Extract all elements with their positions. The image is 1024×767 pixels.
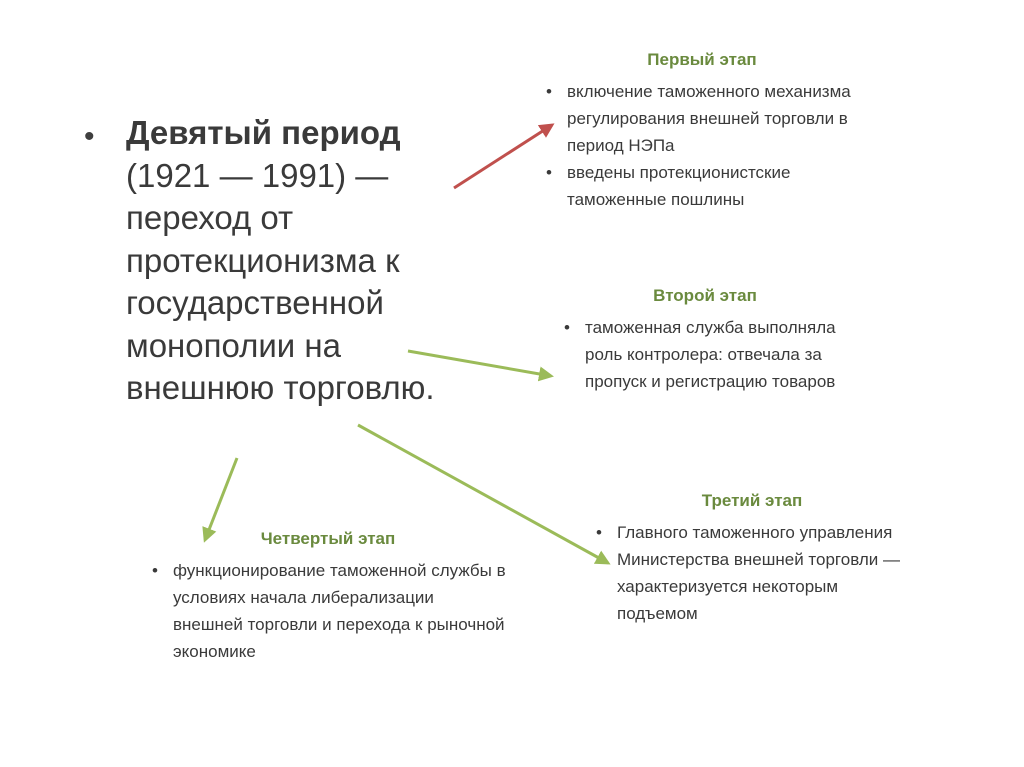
bullet-icon: • (152, 561, 158, 580)
main-bullet: • (84, 120, 95, 153)
arrow-to-stage-4 (205, 458, 237, 540)
stage-1-item (542, 78, 862, 159)
stage-4 (148, 529, 508, 665)
bullet-icon: • (596, 523, 602, 542)
bullet-icon: • (564, 318, 570, 337)
stage-2-item (560, 314, 850, 395)
stage-4-item (148, 557, 508, 665)
stage-1-list (542, 78, 862, 213)
bullet-icon: • (546, 163, 552, 182)
stage-4-title: Четвертый этап (260, 529, 396, 548)
stage-2-title: Второй этап (653, 286, 757, 305)
stage-3 (592, 491, 912, 627)
stage-3-item (592, 519, 912, 627)
stage-1-item (542, 159, 862, 213)
stage-2 (560, 286, 850, 395)
stage-3-item-text: Главного таможенного управления Министерства внешней торговли — характеризуется некоторым подъемом (617, 523, 900, 623)
bullet-icon: • (546, 82, 552, 101)
arrow-to-stage-1 (454, 125, 552, 188)
stage-1 (542, 50, 862, 213)
period-description: (1921 — 1991) — переход от протекционизма к государственной монополии на внешнюю торговлю. (126, 156, 435, 406)
stage-1-title: Первый этап (647, 50, 757, 69)
stage-2-list (560, 314, 850, 395)
period-title: Девятый период (126, 114, 401, 151)
stage-3-title: Третий этап (701, 491, 803, 510)
stage-4-list (148, 557, 508, 665)
stage-1-item-text: введены протекционистские таможенные пошлины (567, 163, 791, 209)
stage-1-item-text: включение таможенного механизма регулирования внешней торговли в период НЭПа (567, 82, 851, 155)
stage-4-item-text: функционирование таможенной службы в условиях начала либерализации внешней торговли и перехода к рыночной экономике (173, 561, 506, 661)
stage-2-item-text: таможенная служба выполняла роль контролера: отвечала за пропуск и регистрацию товаров (585, 318, 836, 391)
stage-3-list (592, 519, 912, 627)
main-period-block (84, 112, 454, 410)
main-period-text (126, 112, 454, 410)
